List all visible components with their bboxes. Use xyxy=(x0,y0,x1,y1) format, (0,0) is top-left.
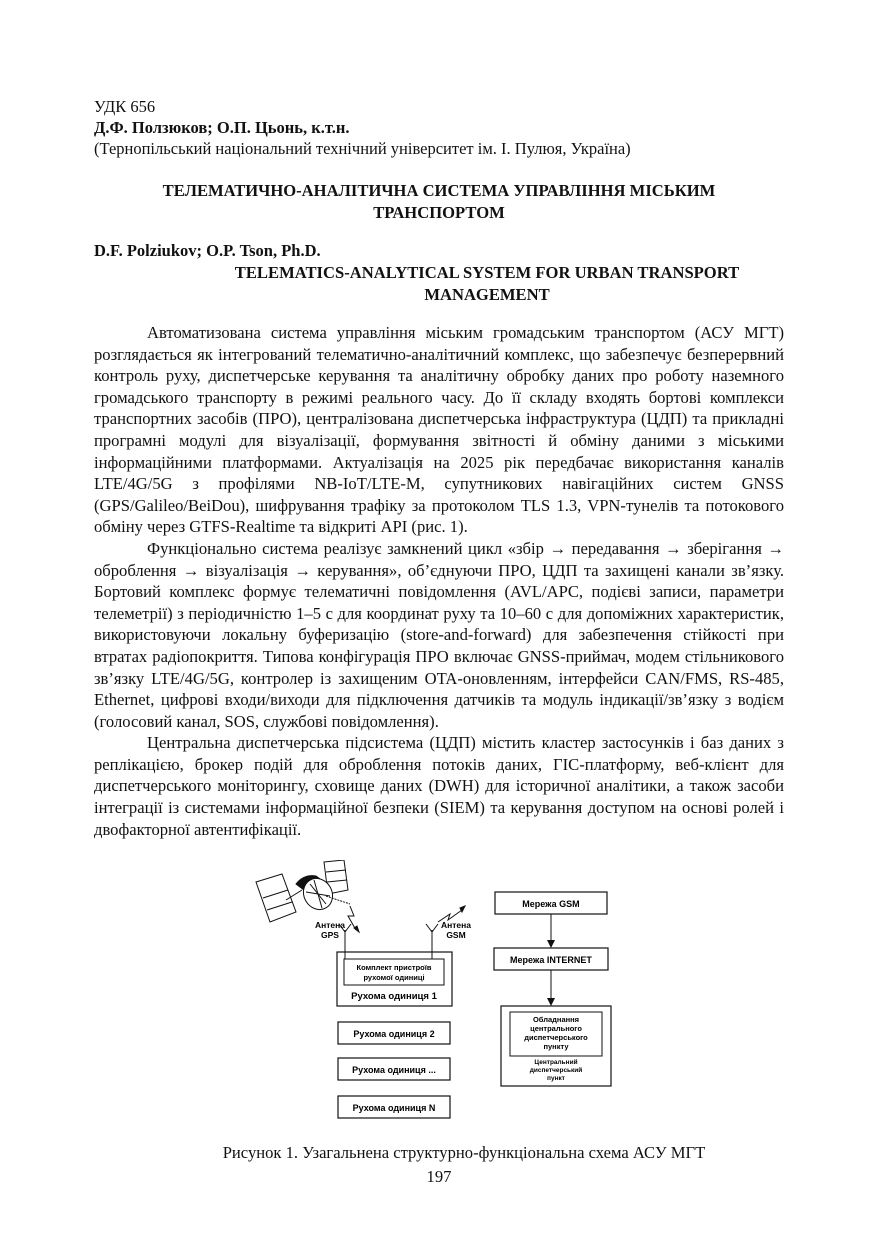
paragraph-3: Центральна диспетчерська підсистема (ЦДП) містить кластер застосунків і баз даних з реплікацією, брокер подій для оброблення потоків даних, ГІС-платформу, веб-клієнт для диспетчерського моніторингу, сховище даних (DWH) для історичної аналітики, а також засоби інтеграції із системами інформаційної безпеки (SIEM) та керування доступом на основі ролей і двофакторної автентифікації. xyxy=(94,733,784,839)
mobile-unit-dots-label: Рухома одиниця ... xyxy=(352,1065,436,1075)
central-equipment-label-3: диспетчерського xyxy=(524,1033,588,1042)
paragraph-1: Автоматизована система управління міським громадським транспортом (АСУ МГТ) розглядається як інтегрований телематично-аналітичний комплекс, що забезпечує безперервний контроль руху, диспетчерське керування та аналітичну обробку даних про роботу наземного громадського транспорту в режимі реального часу. До її складу входять бортові комплекси транспортних засобів (ПРО), централізована диспетчерська інфраструктура (ЦДП) та прикладні програмні модулі для візуалізації, формування звітності й обміну даними з міськими інформаційними платформами. Актуалізація на 2025 рік передбачає використання каналів LTE/4G/5G з профілями NB-IoT/LTE-M, супутникових навігаційних систем GNSS (GPS/Galileo/BeiDou), шифрування трафіку за протоколом TLS 1.3, VPN-тунелів та потокового обміну через GTFS-Realtime та відкриті API (рис. 1). xyxy=(94,323,784,537)
authors-ua: Д.Ф. Ползюков; О.П. Цьонь, к.т.н. xyxy=(94,118,350,137)
mobile-unit-1-label: Рухома одиниця 1 xyxy=(351,991,437,1002)
title-ua-line-2: ТРАНСПОРТОМ xyxy=(373,203,505,222)
mobile-unit-2-label: Рухома одиниця 2 xyxy=(353,1029,435,1039)
gsm-antenna-label-1: Антена xyxy=(440,920,472,930)
title-ua-line-1: ТЕЛЕМАТИЧНО-АНАЛІТИЧНА СИСТЕМА УПРАВЛІННЯ МІСЬКИМ xyxy=(162,181,716,200)
device-kit-label-1: Комплект пристроїв xyxy=(356,963,432,972)
body-text xyxy=(94,322,784,840)
network-internet-label: Мережа INTERNET xyxy=(510,955,592,965)
central-point-label-2: диспетчерський xyxy=(529,1067,583,1074)
gps-antenna-label-1: Антена xyxy=(314,920,346,930)
diagram-svg xyxy=(240,860,640,1130)
central-equipment-label-4: пункту xyxy=(543,1042,569,1051)
paragraph-2: Функціонально система реалізує замкнений цикл «збір → передавання → зберігання → оброблення → візуалізація → керування», об’єднуючи ПРО, ЦДП та захищені канали зв’язку. Бортовий комплекс формує телематичні повідомлення (AVL/APC, подієві записи, параметри телеметрії) з періодичністю 1–5 с для координат руху та 10–60 с для допоміжних характеристик, використовуючи локальну буферизацію (store-and-forward) для забезпечення стійкості при втратах радіопокриття. Типова конфігурація ПРО включає GNSS-приймач, модем стільникового зв’язку LTE/4G/5G, контролер із захищеним OTA-оновленням, інтерфейси CAN/FMS, RS-485, Ethernet, цифрові входи/виходи для підключення датчиків та модуль індикації/зв’язку з водієм (голосовий канал, SOS, службові повідомлення). xyxy=(94,538,784,731)
figure-1-diagram xyxy=(240,860,640,1130)
device-kit-label-2: рухомої одиниці xyxy=(363,973,425,982)
satellite-icon xyxy=(256,860,350,922)
title-en-line-2: MANAGEMENT xyxy=(424,285,550,304)
authors-en: D.F. Polziukov; O.P. Tson, Ph.D. xyxy=(94,241,321,260)
page-number: 197 xyxy=(426,1167,452,1186)
gps-antenna-label-2: GPS xyxy=(321,930,339,940)
central-point-label-3: пункт xyxy=(547,1075,565,1082)
gsm-antenna-label-2: GSM xyxy=(446,930,466,940)
affiliation: (Тернопільський національний технічний університет ім. І. Пулюя, Україна) xyxy=(94,139,631,158)
udc-code: УДК 656 xyxy=(94,97,156,116)
title-en xyxy=(190,262,784,306)
title-en-line-1: TELEMATICS-ANALYTICAL SYSTEM FOR URBAN TRANSPORT xyxy=(234,263,740,282)
title-ua xyxy=(94,180,784,224)
central-equipment-label-1: Обладнання xyxy=(532,1015,580,1024)
mobile-unit-n-label: Рухома одиниця N xyxy=(352,1103,436,1113)
gps-signal-icon xyxy=(348,906,359,932)
network-gsm-label: Мережа GSM xyxy=(522,899,580,909)
central-point-label-1: Центральний xyxy=(534,1059,578,1066)
central-equipment-label-2: центрального xyxy=(530,1024,582,1033)
figure-caption: Рисунок 1. Узагальнена структурно-функціональна схема АСУ МГТ xyxy=(222,1143,706,1162)
